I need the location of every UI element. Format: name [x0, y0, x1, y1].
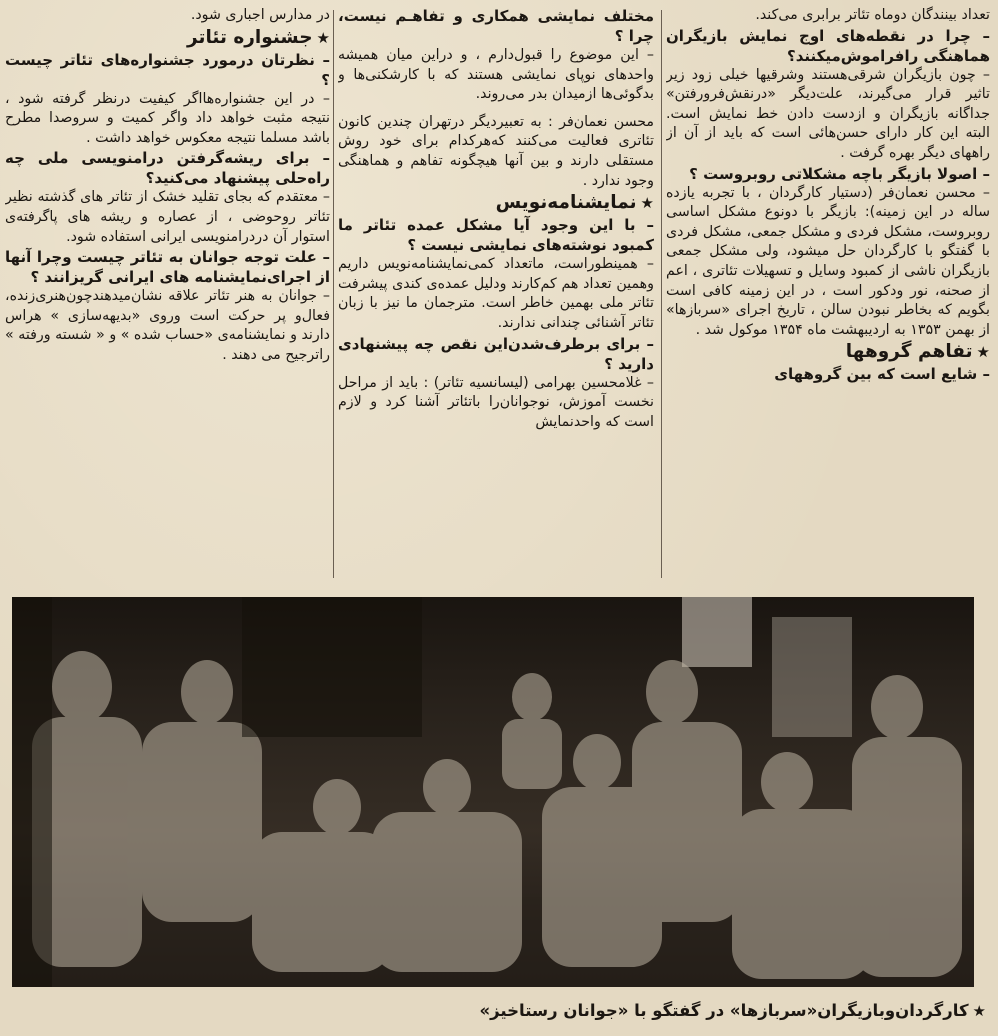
- wall-poster: [682, 597, 752, 667]
- section-heading: [666, 340, 990, 364]
- column-divider: [333, 10, 334, 578]
- section-heading: [5, 26, 330, 50]
- section-heading: [338, 191, 654, 215]
- question: – علت توجه جوانان به تئاتر چیست وچرا آنها از اجرای‌نمایشنامه های ایرانی گریزانند ؟: [5, 248, 330, 287]
- question: – برای برطرف‌شدن‌این نقص چه پیشنهادی دارید ؟: [338, 334, 654, 373]
- question: – اصولا بازیگر باچه مشکلاتی روبروست ؟: [689, 164, 990, 183]
- paragraph: در مدارس اجباری شود.: [190, 7, 330, 23]
- star-icon: ★: [640, 194, 654, 213]
- photo-illustration: [12, 597, 974, 987]
- column-divider: [661, 10, 662, 578]
- article-column-right: [666, 6, 990, 584]
- answer: – چون بازیگران شرقی‌هستند وشرقیها خیلی زود زیر تاثیر قرار می‌گیرند، علت‌دیگر «درنقش‌فرورفتن» جداگانه بازیگران و ازدست دادن خط نمایش است. البته این کار دارای حسن‌هائی است که باید از آن از راههای دیگر بهره گرفت .: [666, 66, 990, 161]
- star-icon: ★: [316, 28, 330, 47]
- standing-figure-shirt: [772, 617, 852, 737]
- answer: – معتقدم که بجای تقلید خشک از تئاتر های گذشته نظیر تئاتر روحوضی ، از عصاره و ریشه های پاگرفته‌ی استوار آن دردرامنویسی ایرانی استفاده شود.: [5, 189, 330, 245]
- caption-text: کارگردان‌وبازیگران«سربازها» در گفتگو با «جوانان رستاخیز»: [479, 1001, 969, 1020]
- answer: محسن نعمان‌فر : به تعبیردیگر درتهران چندین کانون تئاتری فعالیت می‌کنند که‌هرکدام برای خود روش مستقلی دارند و بین آنها هیچگونه تفاهم و هماهنگی وجود ندارد .: [338, 113, 654, 189]
- question: – چرا در نقطه‌های اوج نمایش بازیگران هماهنگی رافراموش‌میکنند؟: [666, 26, 990, 65]
- answer: – محسن نعمان‌فر (دستیار کارگردان ، با تجربه یازده ساله در این زمینه): بازیگر با دونوع مشکل اساسی روبروست، مشکل فردی و مشکل جمعی، مشکل فردی با گفتگو با کارگردان حل میشود، ولی مشکل جمعی بازیگران ناشی از کمبود وسایل و تسهیلات تئاتری ، اعم از صحنه، نور ودکور است ، در این زمینه کافی است بگویم که بخاطر نبودن سالن ، تاریخ اجرای «سربازها» از بهمن ۱۳۵۳ به اردیبهشت ماه ۱۳۵۴ موکول شد .: [666, 184, 990, 338]
- section-heading-text: تفاهم گروهها: [845, 341, 973, 363]
- question: – نظرتان درمورد جشنواره‌های تئاتر چیست ؟: [5, 50, 330, 89]
- question: مختلف نمایشی همکاری و تفاهـم نیست، چرا ؟: [338, 7, 654, 45]
- question: – شایع است که بین گروههای: [774, 365, 990, 384]
- star-icon: ★: [976, 343, 990, 362]
- answer: – در این جشنواره‌هااگر کیفیت درنظر گرفته شود ، نتیجه مثبت خواهد داد واگر کمیت و سروصدا مطرح باشد مسلما نتیجه معکوس خواهد داشت .: [5, 90, 330, 146]
- answer: – جوانان به هنر تئاتر علاقه نشان‌میدهندچون‌هنری‌زنده، فعال‌و پر حرکت است وروی «بدیهه‌سازی » هراس دارند و نمایشنامه‌ی «حساب شده » و « شسته ورفته » راترجیح می دهند .: [5, 288, 330, 363]
- article-column-left: [5, 6, 330, 584]
- answer: – غلامحسین بهرامی (لیسانسیه تئاتر) : باید از مراحل نخست آموزش، نوجوانان‌را باتئاتر آشنا کرد و لازم است که واحدنمایش: [338, 374, 654, 430]
- star-icon: ★: [972, 1002, 986, 1020]
- photo-caption: [0, 997, 986, 1025]
- answer: – همینطوراست، ماتعداد کمی‌نمایشنامه‌نویس داریم وهمین تعداد هم کم‌کارند ودلیل عمده‌ی کندی پیشرفت تئاتر ملی بهمین خاطر است. مترجمان ما نیز با زبان تئاتر آشنائی چندانی ندارند.: [338, 256, 654, 331]
- article-column-middle: [338, 6, 654, 584]
- question: – برای ریشه‌گرفتن درامنویسی ملی چه راه‌حلی پیشنهاد می‌کنید؟: [5, 149, 330, 188]
- question: – با این وجود آیا مشکل عمده تئاتر ما کمبود نوشته‌های نمایشی نیست ؟: [338, 216, 654, 255]
- section-heading-text: جشنواره تئاتر: [186, 26, 313, 48]
- answer: – این موضوع را قبول‌دارم ، و دراین میان همیشه واحدهای نوپای نمایشی هستند که با کارشکنی‌ها و بدگوئی‌ها ازمیدان بدر می‌روند.: [338, 47, 654, 103]
- paragraph: تعداد بینندگان دوماه تئاتر برابری می‌کند.: [755, 7, 990, 23]
- section-heading-text: نمایشنامه‌نویس: [495, 192, 637, 214]
- group-photo: [12, 597, 974, 987]
